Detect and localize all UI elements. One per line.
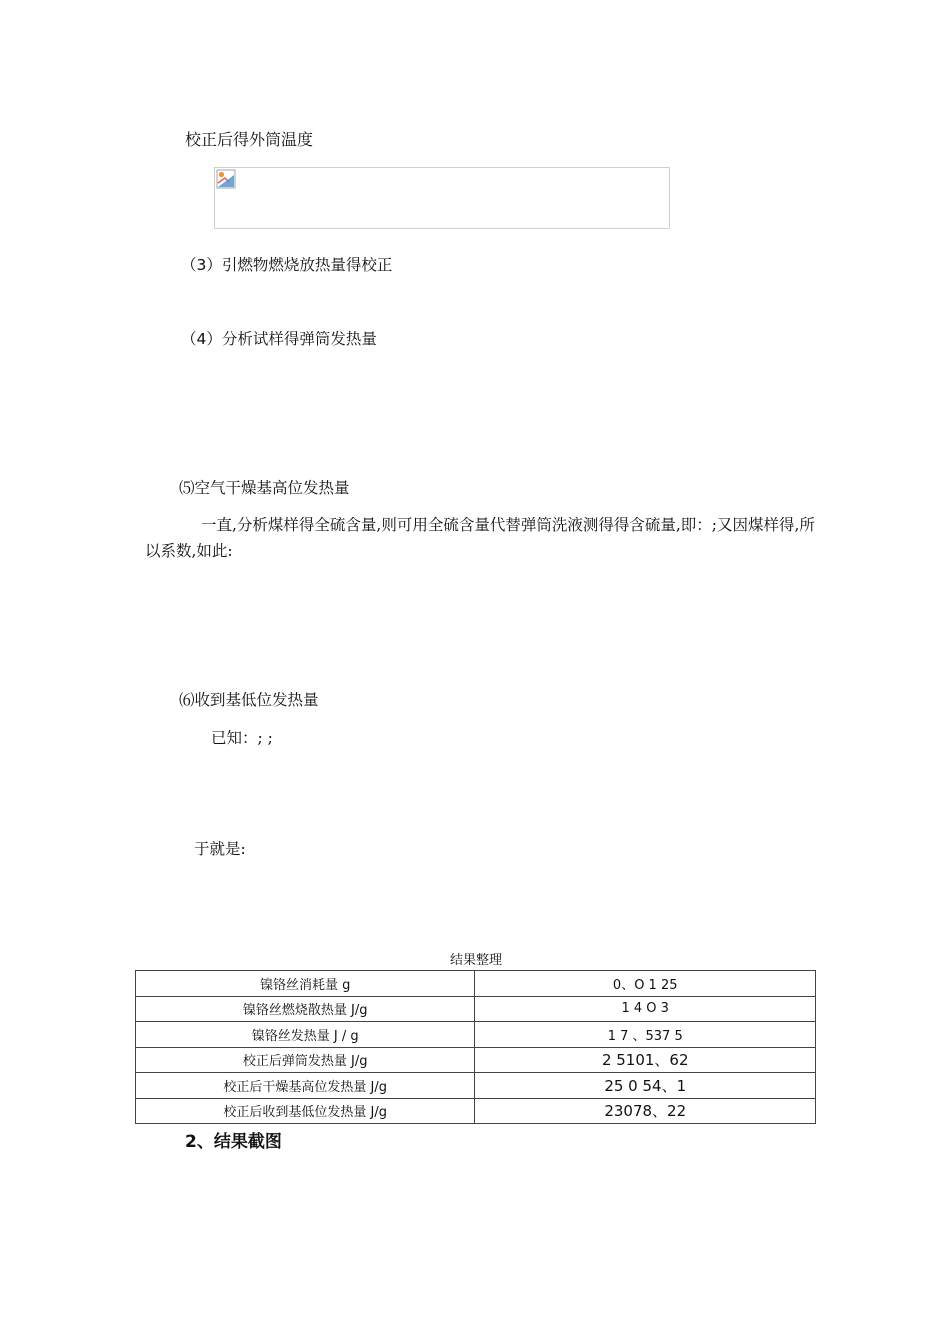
row-value: 2 5101、62 xyxy=(475,1047,816,1073)
table-row xyxy=(136,1073,816,1099)
heading-ignition-correction: （3）引燃物燃烧放热量得校正 xyxy=(181,256,393,274)
heading-as-received-net: ⑹收到基低位发热量 xyxy=(179,691,319,709)
row-label: 校正后干燥基高位发热量 J/g xyxy=(136,1073,475,1099)
table-row xyxy=(136,1098,816,1124)
paragraph-sulfur-note: 一直,分析煤样得全硫含量,则可用全硫含量代替弹筒洗液测得得含硫量,即：;又因煤样得,所以系数,如此: xyxy=(145,516,815,560)
row-label: 校正后弹筒发热量 J/g xyxy=(136,1047,475,1073)
row-label: 镍铬丝燃烧散热量 J/g xyxy=(136,996,475,1022)
image-placeholder xyxy=(214,167,670,229)
row-value: 25 0 54、1 xyxy=(475,1073,816,1099)
row-value: 1 7 、537 5 xyxy=(475,1022,816,1048)
heading-air-dry-gross: ⑸空气干燥基高位发热量 xyxy=(179,479,350,497)
row-label: 校正后收到基低位发热量 J/g xyxy=(136,1098,475,1124)
table-row xyxy=(136,996,816,1022)
line-corrected-temp: 校正后得外筒温度 xyxy=(185,130,314,149)
table-row xyxy=(136,1022,816,1048)
table-caption: 结果整理 xyxy=(449,953,502,968)
heading-bomb-heat: （4）分析试样得弹筒发热量 xyxy=(181,330,377,348)
row-label: 镍铬丝消耗量 g xyxy=(136,971,475,997)
row-label: 镍铬丝发热量 J / g xyxy=(136,1022,475,1048)
results-table xyxy=(135,970,816,1124)
section-heading-result-screenshot: 2、结果截图 xyxy=(185,1132,282,1152)
row-value: 23078、22 xyxy=(475,1098,816,1124)
known-line: 已知：; ; xyxy=(211,729,273,747)
table-row xyxy=(136,1047,816,1073)
so-line: 于就是: xyxy=(194,840,246,858)
table-row xyxy=(136,971,816,997)
row-value: 1 4 O 3 xyxy=(475,996,816,1022)
broken-image-icon xyxy=(216,169,236,189)
row-value: 0、O 1 25 xyxy=(475,971,816,997)
